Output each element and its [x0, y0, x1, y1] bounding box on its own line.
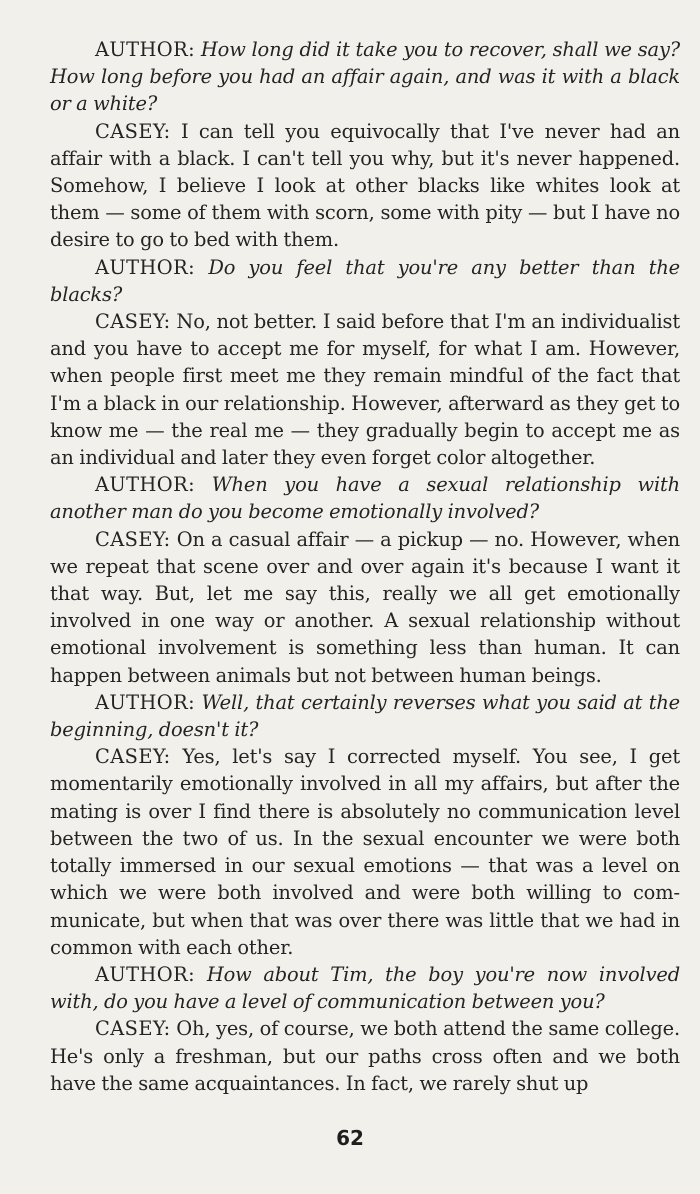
speaker-label: CASEY: — [95, 527, 171, 551]
speaker-label: AUTHOR: — [95, 690, 196, 714]
dialogue-text: How about Tim, the boy you're now involved with, do you have a level of communication between you? — [50, 962, 680, 1014]
speaker-label: AUTHOR: — [95, 255, 196, 279]
dialogue-text: Oh, yes, of course, we both attend the same college. He's only a freshman, but our paths cross often and we both have the same acquaintances. In fact, we rarely shut up — [50, 1017, 681, 1095]
dialogue-text: I can tell you equivocally that I've never had an affair with a black. I can't tell you why, but it's never happened. Somehow, I believe I look at other blacks like whites look at them — some of them with scorn, some with pity — but I have no desire to go to bed with them. — [50, 119, 680, 252]
speaker-label: CASEY: — [95, 310, 171, 334]
page-number: 62 — [336, 1126, 364, 1150]
dialogue-text: On a casual affair — a pickup — no. However, when we repeat that scene over and over again it's because I want it that way. But, let me say this, really we all get emotionally involved in one way or another. A sexual relationship without emotional involvement is something less than human. It can happen between animals but not between human beings. — [50, 527, 680, 687]
speaker-label: CASEY: — [95, 119, 171, 143]
casey-answer — [50, 118, 680, 254]
author-question — [50, 471, 680, 525]
casey-answer — [50, 743, 680, 961]
speaker-label: CASEY: — [95, 1017, 171, 1041]
dialogue-text: Well, that certainly reverses what you said at the beginning, doesn't it? — [50, 690, 681, 742]
dialogue-text: Yes, let's say I corrected myself. You see, I get momentarily emotionally involved in all my affairs, but after the mating is over I find there is absolutely no communication level between the two of us. In the sexual encounter we were both totally immersed in our sexual emotions — that was a level on which we were both involved and were both willing to communicate, but when that was over there was little that we had in common with each other. — [50, 745, 680, 959]
dialogue-text: How long did it take you to recover, shall we say? How long before you had an affair again, and was it with a black or a white? — [50, 38, 680, 116]
author-question — [50, 36, 680, 118]
book-page-body — [50, 36, 680, 1097]
speaker-label: AUTHOR: — [95, 962, 196, 986]
speaker-label: AUTHOR: — [95, 473, 196, 497]
casey-answer — [50, 526, 680, 689]
dialogue-text: Do you feel that you're any better than the blacks? — [50, 255, 680, 306]
author-question — [50, 254, 680, 308]
casey-answer — [50, 308, 680, 471]
author-question — [50, 689, 680, 743]
author-question — [50, 961, 680, 1015]
dialogue-text: When you have a sexual relationship with another man do you become emotionally involved? — [50, 473, 680, 524]
dialogue-text: No, not better. I said before that I'm an individualist and you have to accept me for myself, for what I am. However, when people first meet me they remain mindful of the fact that I'm a black in our relationship. However, afterward as they get to know me — the real me — they gradually begin to accept me as an individual and later they even forget color altogether. — [50, 310, 680, 470]
casey-answer — [50, 1015, 680, 1097]
speaker-label: AUTHOR: — [95, 38, 196, 61]
speaker-label: CASEY: — [95, 745, 171, 769]
